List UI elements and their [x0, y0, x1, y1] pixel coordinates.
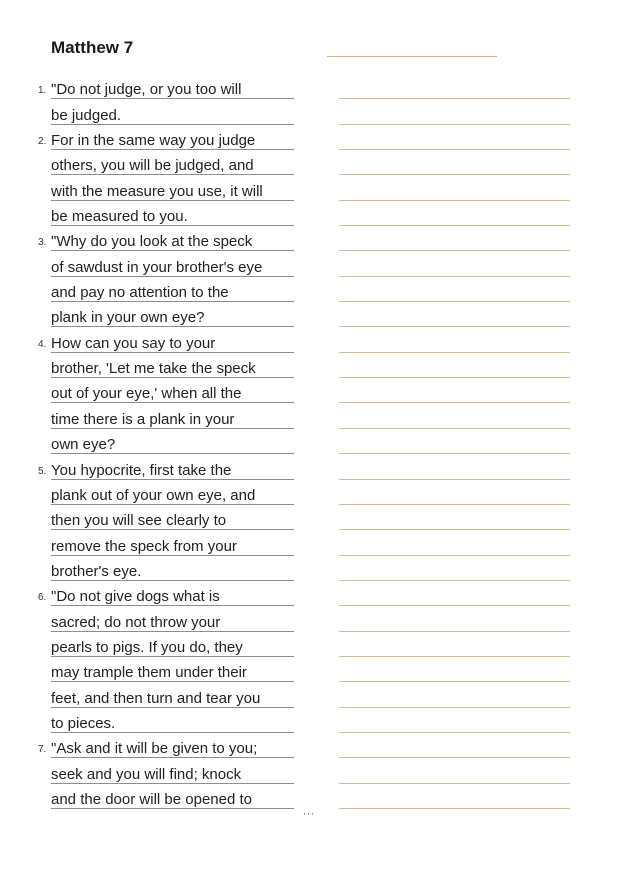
- verse-line-text: of sawdust in your brother's eye: [51, 258, 263, 276]
- verse-line: [38, 606, 298, 631]
- verse-line: [38, 403, 298, 428]
- verse-line-text: feet, and then turn and tear you: [51, 689, 261, 707]
- writing-line[interactable]: [339, 353, 570, 378]
- verse-line: [38, 454, 298, 479]
- verse-line: [38, 251, 298, 276]
- writing-line[interactable]: [339, 302, 570, 327]
- writing-line[interactable]: [339, 632, 570, 657]
- writing-line[interactable]: [339, 657, 570, 682]
- verse-line-text: brother, 'Let me take the speck: [51, 360, 256, 378]
- title-write-line: [327, 56, 497, 57]
- writing-line[interactable]: [339, 429, 570, 454]
- writing-line[interactable]: [339, 556, 570, 581]
- verse-line: [38, 429, 298, 454]
- writing-line[interactable]: [339, 758, 570, 783]
- verse-line: [38, 657, 298, 682]
- verse-line: [38, 201, 298, 226]
- verse-line-text: "Why do you look at the speck: [51, 233, 253, 251]
- writing-line[interactable]: [339, 99, 570, 124]
- verse-line: [38, 353, 298, 378]
- writing-line[interactable]: [339, 175, 570, 200]
- verse-line-text: time there is a plank in your: [51, 410, 235, 428]
- verse-number: 5.: [38, 465, 47, 477]
- verse-line-text: You hypocrite, first take the: [51, 461, 232, 479]
- verse-text-column: [38, 74, 298, 809]
- verse-line: [38, 581, 298, 606]
- verse-line-text: "Do not judge, or you too will: [51, 81, 242, 99]
- writing-line[interactable]: [339, 277, 570, 302]
- verse-line: [38, 682, 298, 707]
- writing-line[interactable]: [339, 226, 570, 251]
- verse-line-text: plank out of your own eye, and: [51, 486, 256, 504]
- verse-line: [38, 302, 298, 327]
- verse-line: [38, 758, 298, 783]
- verse-line: [38, 505, 298, 530]
- writing-line[interactable]: [339, 784, 570, 809]
- writing-line[interactable]: [339, 251, 570, 276]
- verse-line-text: seek and you will find; knock: [51, 765, 242, 783]
- verse-line-text: For in the same way you judge: [51, 132, 256, 150]
- writing-line[interactable]: [339, 581, 570, 606]
- verse-line: [38, 99, 298, 124]
- verse-line-text: own eye?: [51, 436, 116, 454]
- writing-line[interactable]: [339, 125, 570, 150]
- verse-line: [38, 708, 298, 733]
- verse-line-text: plank in your own eye?: [51, 309, 205, 327]
- verse-line-text: sacred; do not throw your: [51, 613, 221, 631]
- verse-line-text: to pieces.: [51, 714, 116, 732]
- verse-line-text: then you will see clearly to: [51, 512, 227, 530]
- writing-line[interactable]: [339, 530, 570, 555]
- verse-line: [38, 150, 298, 175]
- verse-line-text: "Do not give dogs what is: [51, 588, 220, 606]
- verse-line: [38, 632, 298, 657]
- verse-line: [38, 784, 298, 809]
- writing-line[interactable]: [339, 327, 570, 352]
- verse-line-text: "Ask and it will be given to you;: [51, 740, 258, 758]
- writing-line[interactable]: [339, 606, 570, 631]
- page-mark: ' ' ': [304, 812, 314, 821]
- writing-line[interactable]: [339, 682, 570, 707]
- verse-number: 7.: [38, 744, 47, 756]
- verse-number: 4.: [38, 338, 47, 350]
- verse-line-text: and pay no attention to the: [51, 284, 229, 302]
- writing-line[interactable]: [339, 505, 570, 530]
- verse-number: 3.: [38, 237, 47, 249]
- writing-line[interactable]: [339, 733, 570, 758]
- writing-line[interactable]: [339, 708, 570, 733]
- verse-number: 1.: [38, 85, 47, 97]
- writing-line[interactable]: [339, 454, 570, 479]
- writing-line[interactable]: [339, 74, 570, 99]
- writing-practice-column: [339, 74, 570, 809]
- verse-line: [38, 733, 298, 758]
- verse-line-text: and the door will be opened to: [51, 790, 252, 808]
- page-title: Matthew 7: [51, 38, 134, 57]
- verse-line: [38, 277, 298, 302]
- verse-line-text: others, you will be judged, and: [51, 157, 254, 175]
- verse-line-text: out of your eye,' when all the: [51, 385, 242, 403]
- writing-line[interactable]: [339, 403, 570, 428]
- verse-line-text: be judged.: [51, 106, 122, 124]
- verse-line-text: with the measure you use, it will: [51, 182, 263, 200]
- verse-line-text: brother's eye.: [51, 562, 142, 580]
- verse-line-text: pearls to pigs. If you do, they: [51, 638, 243, 656]
- verse-line-text: How can you say to your: [51, 334, 216, 352]
- verse-line: [38, 125, 298, 150]
- text-underline: [51, 808, 294, 809]
- verse-number: 6.: [38, 592, 47, 604]
- verse-line-text: may trample them under their: [51, 664, 247, 682]
- verse-line: [38, 378, 298, 403]
- verse-line: [38, 556, 298, 581]
- verse-line: [38, 175, 298, 200]
- verse-line: [38, 327, 298, 352]
- writing-line[interactable]: [339, 150, 570, 175]
- verse-line-text: be measured to you.: [51, 208, 188, 226]
- writing-line[interactable]: [339, 480, 570, 505]
- verse-line: [38, 480, 298, 505]
- verse-line: [38, 74, 298, 99]
- writing-line[interactable]: [339, 201, 570, 226]
- verse-line: [38, 530, 298, 555]
- verse-line: [38, 226, 298, 251]
- writing-line[interactable]: [339, 378, 570, 403]
- verse-number: 2.: [38, 136, 47, 148]
- verse-line-text: remove the speck from your: [51, 537, 237, 555]
